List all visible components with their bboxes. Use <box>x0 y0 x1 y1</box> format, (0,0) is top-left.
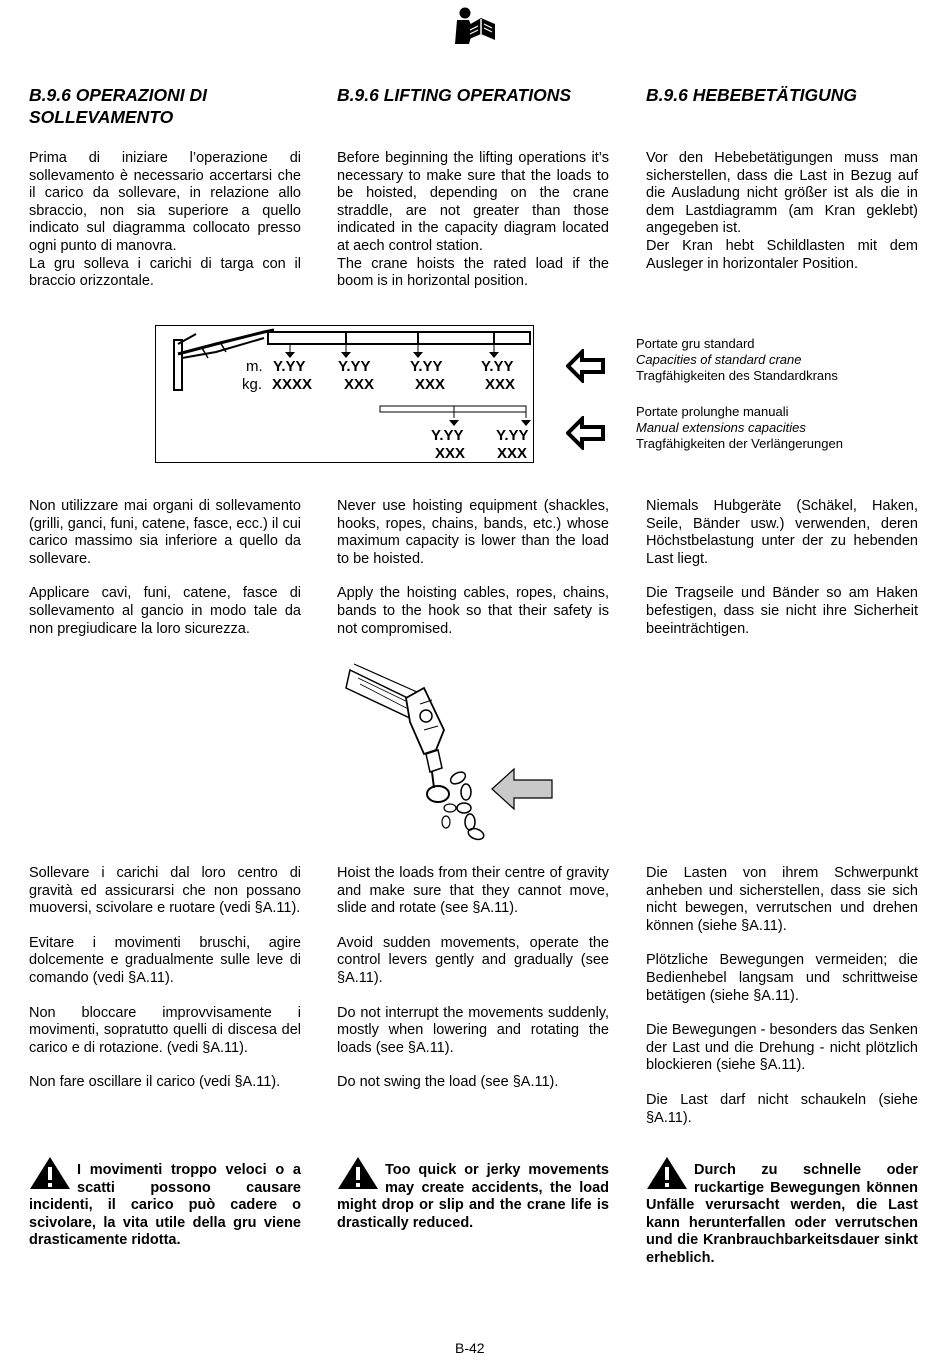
warning-en <box>337 1162 609 1232</box>
warning-text-en: Too quick or jerky movements may create accidents, the load might drop or slip and the crane life is drastically reduced. <box>337 1162 609 1231</box>
movements-de-3: Die Bewegungen - besonders das Senken der Last und die Drehung - nicht plötzlich blockieren (siehe §A.11). <box>646 1022 918 1074</box>
legend-standard-it: Portate gru standard <box>636 336 755 351</box>
equipment-it-1: Non utilizzare mai organi di sollevamento (grilli, ganci, funi, catene, fasce, ecc.) il cui carico massimo sia inferiore a quello da sollevare. <box>29 498 301 567</box>
unit-m: m. <box>246 358 263 375</box>
ext-load-1: XXX <box>435 445 466 462</box>
movements-it-1: Sollevare i carichi dal loro centro di gravità ed assicurarsi che non possano muoversi, scivolare e ruotare (vedi §A.11). <box>29 865 301 917</box>
equipment-en-1: Never use hoisting equipment (shackles, hooks, ropes, chains, bands, etc.) whose maximum capacity is lower than the load to be hoisted. <box>337 498 609 567</box>
intro-de-2: Der Kran hebt Schildlasten mit dem Ausleger in horizontaler Position. <box>646 237 918 272</box>
heading-en: B.9.6 LIFTING OPERATIONS <box>337 85 572 105</box>
movements-de-1: Die Lasten von ihrem Schwerpunkt anheben und sicherstellen, dass sie sich nicht bewegen, verrutschen und drehen können (siehe §A.11). <box>646 865 918 934</box>
legend-standard <box>636 336 936 383</box>
movements-it-3: Non bloccare improvvisamente i movimenti, sopratutto quelli di discesa del carico e di rotazione. (vedi §A.11). <box>29 1004 301 1056</box>
equipment-de-1: Niemals Hubgeräte (Schäkel, Haken, Seile, Bänder usw.) verwenden, deren Höchstbelastung unter der zu hebenden Last liegt. <box>646 498 918 567</box>
warning-triangle-icon <box>646 1156 688 1190</box>
load-4: XXX <box>485 376 516 393</box>
reach-3: Y.YY <box>410 358 443 375</box>
load-3: XXX <box>415 376 446 393</box>
intro-en-1: Before beginning the lifting operations it’s necessary to make sure that the loads to be hoisted, depending on the crane straddle, are not greater than those indicated in the capacity diagram located at aech control station. <box>337 150 609 254</box>
equipment-de-2: Die Tragseile und Bänder so am Haken befestigen, dass sie nicht ihre Sicherheit beeinträchtigen. <box>646 585 918 637</box>
movements-en-3: Do not interrupt the movements suddenly, mostly when lowering and rotating the loads (see §A.11). <box>337 1004 609 1056</box>
page-number: B-42 <box>455 1340 485 1356</box>
warning-text-it: I movimenti troppo veloci o a scatti possono causare incidenti, il carico può cadere o scivolare, la vita utile della gru viene drasticamente ridotta. <box>29 1162 301 1249</box>
unit-kg: kg. <box>242 376 263 393</box>
crane-sketch <box>156 326 533 462</box>
hook-chain-illustration <box>340 660 590 845</box>
reach-4: Y.YY <box>481 358 514 375</box>
ext-reach-1: Y.YY <box>431 427 464 444</box>
movements-en-1: Hoist the loads from their centre of gravity and make sure that they cannot move, slide and rotate (see §A.11). <box>337 865 609 917</box>
legend-ext-de: Tragfähigkeiten der Verlängerungen <box>636 435 843 451</box>
intro-en-2: The crane hoists the rated load if the boom is in horizontal position. <box>337 255 609 290</box>
equipment-en-2: Apply the hoisting cables, ropes, chains, bands to the hook so that their safety is not compromised. <box>337 585 609 637</box>
intro-it-2: La gru solleva i carichi di targa con il braccio orizzontale. <box>29 255 301 290</box>
warning-triangle-icon <box>29 1156 71 1190</box>
warning-triangle-icon <box>337 1156 379 1190</box>
warning-de <box>646 1162 918 1268</box>
intro-it-1: Prima di iniziare l’operazione di sollevamento è necessario accertarsi che il carico da sollevare, in relazione allo sbraccio, non sia superiore a quello indicato sul diagramma collocato presso ogni punto di manovra. <box>29 150 301 254</box>
movements-it-4: Non fare oscillare il carico (vedi §A.11). <box>29 1074 281 1091</box>
load-2: XXX <box>344 376 375 393</box>
movements-it-2: Evitare i movimenti bruschi, agire dolcemente e gradualmente sulle leve di comando (vedi §A.11). <box>29 934 301 986</box>
ext-load-2: XXX <box>497 445 528 462</box>
movements-en-2: Avoid sudden movements, operate the control levers gently and gradually (see §A.11). <box>337 934 609 986</box>
warning-it <box>29 1162 301 1250</box>
movements-de-2: Plötzliche Bewegungen vermeiden; die Bedienhebel langsam und schrittweise betätigen (siehe §A.11). <box>646 952 918 1004</box>
intro-de-1: Vor den Hebebetätigungen muss man sicherstellen, dass die Last in Bezug auf die Ausladung nicht größer ist als die in dem Lastdiagramm (am Kran geklebt) angegeben ist. <box>646 150 918 237</box>
reach-1: Y.YY <box>273 358 306 375</box>
ext-reach-2: Y.YY <box>496 427 529 444</box>
legend-standard-en: Capacities of standard crane <box>636 351 802 367</box>
movements-en-4: Do not swing the load (see §A.11). <box>337 1074 559 1091</box>
equipment-it-2: Applicare cavi, funi, catene, fasce di sollevamento al gancio in modo tale da non pregiudicare la loro sicurezza. <box>29 585 301 637</box>
read-manual-icon <box>451 6 497 48</box>
movements-de-4: Die Last darf nicht schaukeln (siehe §A.11). <box>646 1091 918 1126</box>
load-1: XXXX <box>272 376 313 393</box>
arrow-left-icon <box>566 416 606 450</box>
reach-2: Y.YY <box>338 358 371 375</box>
heading-de: B.9.6 HEBEBETÄTIGUNG <box>646 85 857 105</box>
legend-ext-it: Portate prolunghe manuali <box>636 404 789 419</box>
legend-standard-de: Tragfähigkeiten des Standardkrans <box>636 367 838 383</box>
heading-it: B.9.6 OPERAZIONI DI SOLLEVAMENTO <box>29 85 207 127</box>
legend-ext-en: Manual extensions capacities <box>636 419 806 435</box>
warning-text-de: Durch zu schnelle oder ruckartige Bewegungen können Unfälle verursacht werden, die Last kann herunterfallen oder verrutschen und die Kranbrauchbarkeitsdauer sinkt erheblich. <box>646 1162 918 1266</box>
capacity-diagram <box>155 325 534 463</box>
legend-extensions <box>636 404 936 451</box>
arrow-left-icon <box>566 349 606 383</box>
